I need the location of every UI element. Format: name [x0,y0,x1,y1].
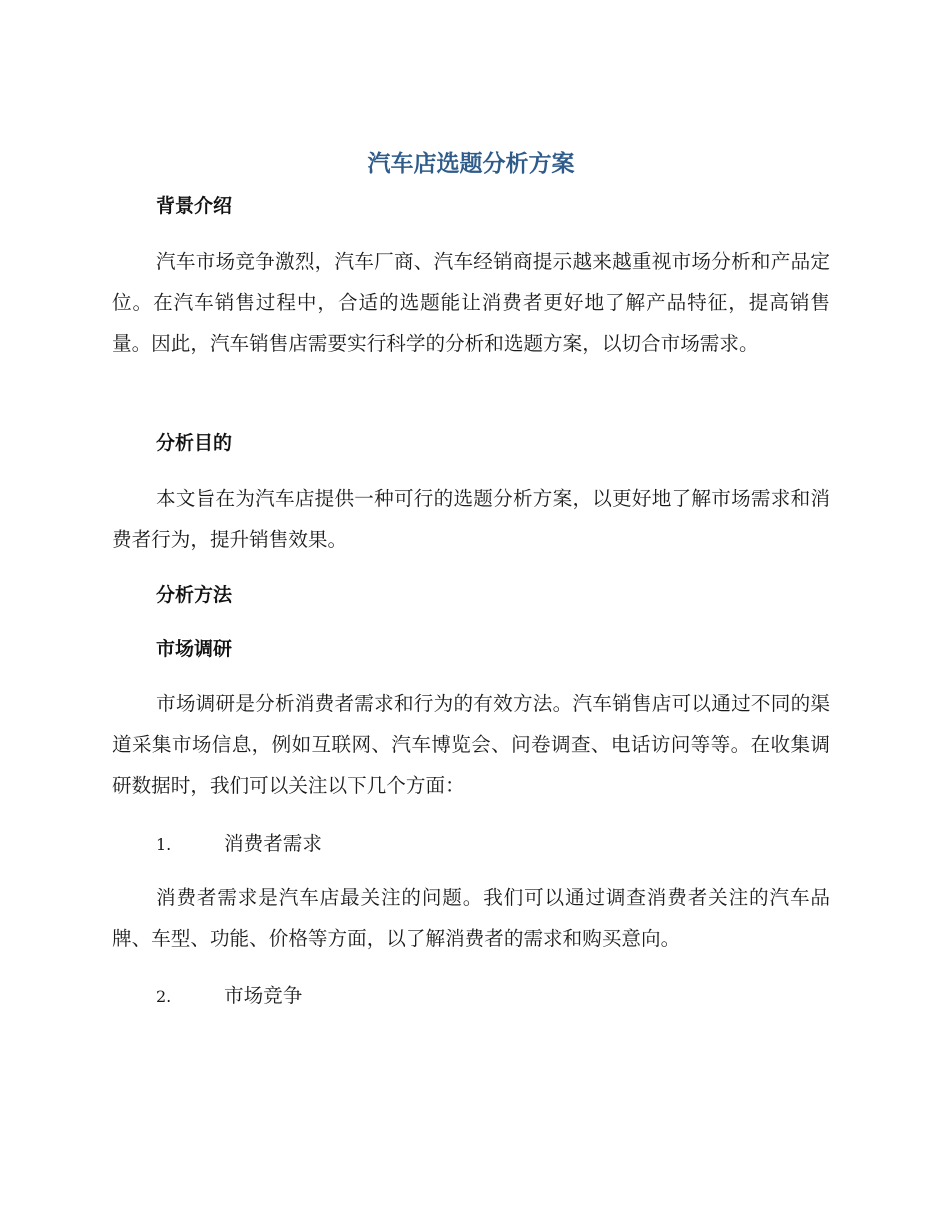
paragraph-purpose: 本文旨在为汽车店提供一种可行的选题分析方案，以更好地了解市场需求和消费者行为，提升销售效果。 [112,487,830,551]
heading-research: 市场调研 [156,638,233,660]
paragraph-background: 汽车市场竞争激烈，汽车厂商、汽车经销商提示越来越重视市场分析和产品定位。在汽车销售过程中，合适的选题能让消费者更好地了解产品特征，提高销售量。因此，汽车销售店需要实行科学的分析和选题方案，以切合市场需求。 [112,250,830,355]
list-number: 2. [156,987,172,1006]
paragraph-consumer-demand: 消费者需求是汽车店最关注的问题。我们可以通过调查消费者关注的汽车品牌、车型、功能、价格等方面，以了解消费者的需求和购买意向。 [112,886,830,950]
list-item-market-competition [156,981,830,1012]
heading-purpose: 分析目的 [156,432,233,454]
list-label: 消费者需求 [224,832,322,855]
heading-method: 分析方法 [156,584,233,606]
heading-background: 背景介绍 [156,195,233,217]
paragraph-research: 市场调研是分析消费者需求和行为的有效方法。汽车销售店可以通过不同的渠道采集市场信息，例如互联网、汽车博览会、问卷调查、电话访问等等。在收集调研数据时，我们可以关注以下几个方面： [112,692,830,797]
document-title: 汽车店选题分析方案 [367,151,575,177]
list-label: 市场竞争 [224,984,303,1007]
list-item-consumer-demand [156,829,830,860]
list-number: 1. [156,835,172,854]
